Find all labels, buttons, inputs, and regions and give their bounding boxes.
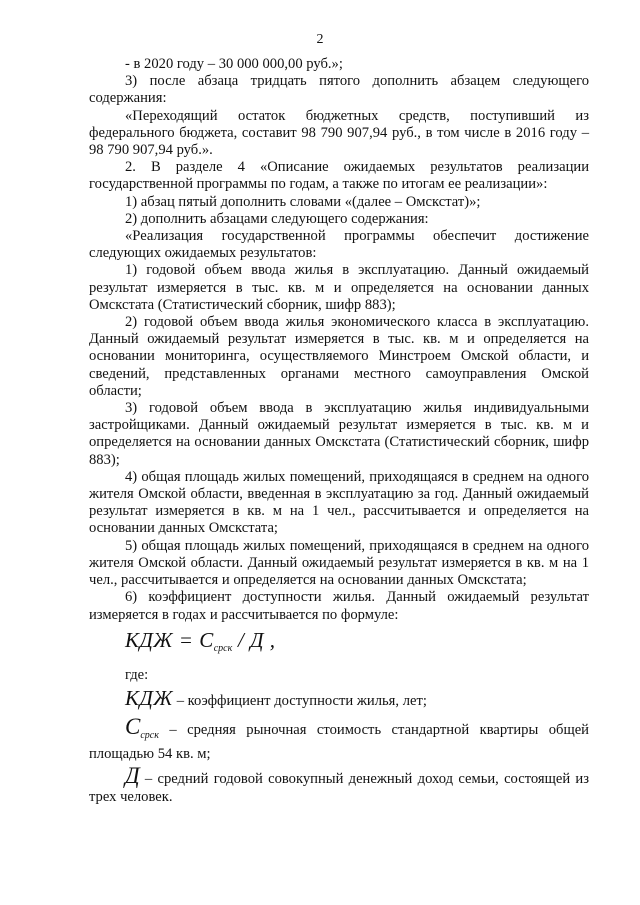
paragraph-11: 4) общая площадь жилых помещений, приходящаяся в среднем на одного жителя Омской области, введенная в эксплуатацию за год. Данный ожидаемый результат измеряется в кв. м на 1 чел., рассчитывается и определяется на основании данных Омскстата; <box>89 468 589 537</box>
definition-c-subscript: срск <box>140 729 159 741</box>
paragraph-6: 2) дополнить абзацами следующего содержания: <box>125 210 429 227</box>
formula-eq: = <box>173 627 200 652</box>
paragraph-8: 1) годовой объем ввода жилья в эксплуатацию. Данный ожидаемый результат измеряется в тыс. кв. м и определяется на основании данных Омскстата (Статистический сборник, шифр 883); <box>89 262 589 313</box>
definition-c-symbol: C <box>125 713 141 739</box>
definition-c-text: – средняя рыночная стоимость стандартной квартиры общей площадью 54 кв. м; <box>89 721 589 762</box>
paragraph-4: 2. В разделе 4 «Описание ожидаемых результатов реализации государственной программы по годам, а также по итогам ее реализации»: <box>89 159 589 193</box>
paragraph-3: «Переходящий остаток бюджетных средств, поступивший из федерального бюджета, составит 98 790 907,94 руб., в том числе в 2016 году – 98 790 907,94 руб.». <box>89 107 589 159</box>
paragraph-7: «Реализация государственной программы обеспечит достижение следующих ожидаемых результатов: <box>89 228 589 262</box>
formula-d: Д <box>250 627 265 652</box>
paragraph-10: 3) годовой объем ввода в эксплуатацию жилья индивидуальными застройщиками. Данный ожидаемый результат измеряется в тыс. кв. м и определяется на основании данных Омскстата (Статистический сборник, шифр 883); <box>89 400 589 468</box>
formula-lhs: КДЖ <box>125 627 174 652</box>
paragraph-12: 5) общая площадь жилых помещений, приходящаяся в среднем на одного жителя Омской области. Данный ожидаемый результат измеряется в кв. м на 1 чел., рассчитывается и определяется на основании данных Омскстата; <box>89 537 589 589</box>
page-number: 2 <box>316 32 324 47</box>
definition-d-text: – средний годовой совокупный денежный доход семьи, состоящей из трех человек. <box>89 770 589 805</box>
definition-d <box>89 762 589 806</box>
definition-d-symbol: Д <box>125 762 140 788</box>
formula-c: C <box>199 627 214 652</box>
paragraph-5: 1) абзац пятый дополнить словами «(далее – Омскстат)»; <box>125 193 481 210</box>
paragraph-2: 3) после абзаца тридцать пятого дополнить абзацем следующего содержания: <box>89 73 589 107</box>
paragraph-9: 2) годовой объем ввода жилья экономического класса в эксплуатацию. Данный ожидаемый результат измеряется в тыс. кв. м и определяется на основании мониторинга, осуществляемого Минстроем Омской области, и сведений, представленных органами местного самоуправления Омской области; <box>89 314 589 399</box>
formula-div: / <box>232 627 251 652</box>
definition-kdzh-symbol: КДЖ <box>125 685 174 710</box>
formula <box>125 626 589 663</box>
definition-c <box>89 713 589 763</box>
where-label: где: <box>125 666 149 683</box>
formula-tail: , <box>264 627 276 652</box>
document-body <box>89 56 589 806</box>
formula-c-subscript: срск <box>213 642 233 654</box>
paragraph-1: - в 2020 году – 30 000 000,00 руб.»; <box>125 56 343 72</box>
paragraph-13: 6) коэффициент доступности жилья. Данный ожидаемый результат измеряется в годах и рассчитывается по формуле: <box>89 589 589 623</box>
definition-kdzh-text: – коэффициент доступности жилья, лет; <box>173 692 427 709</box>
definition-kdzh <box>125 685 589 714</box>
